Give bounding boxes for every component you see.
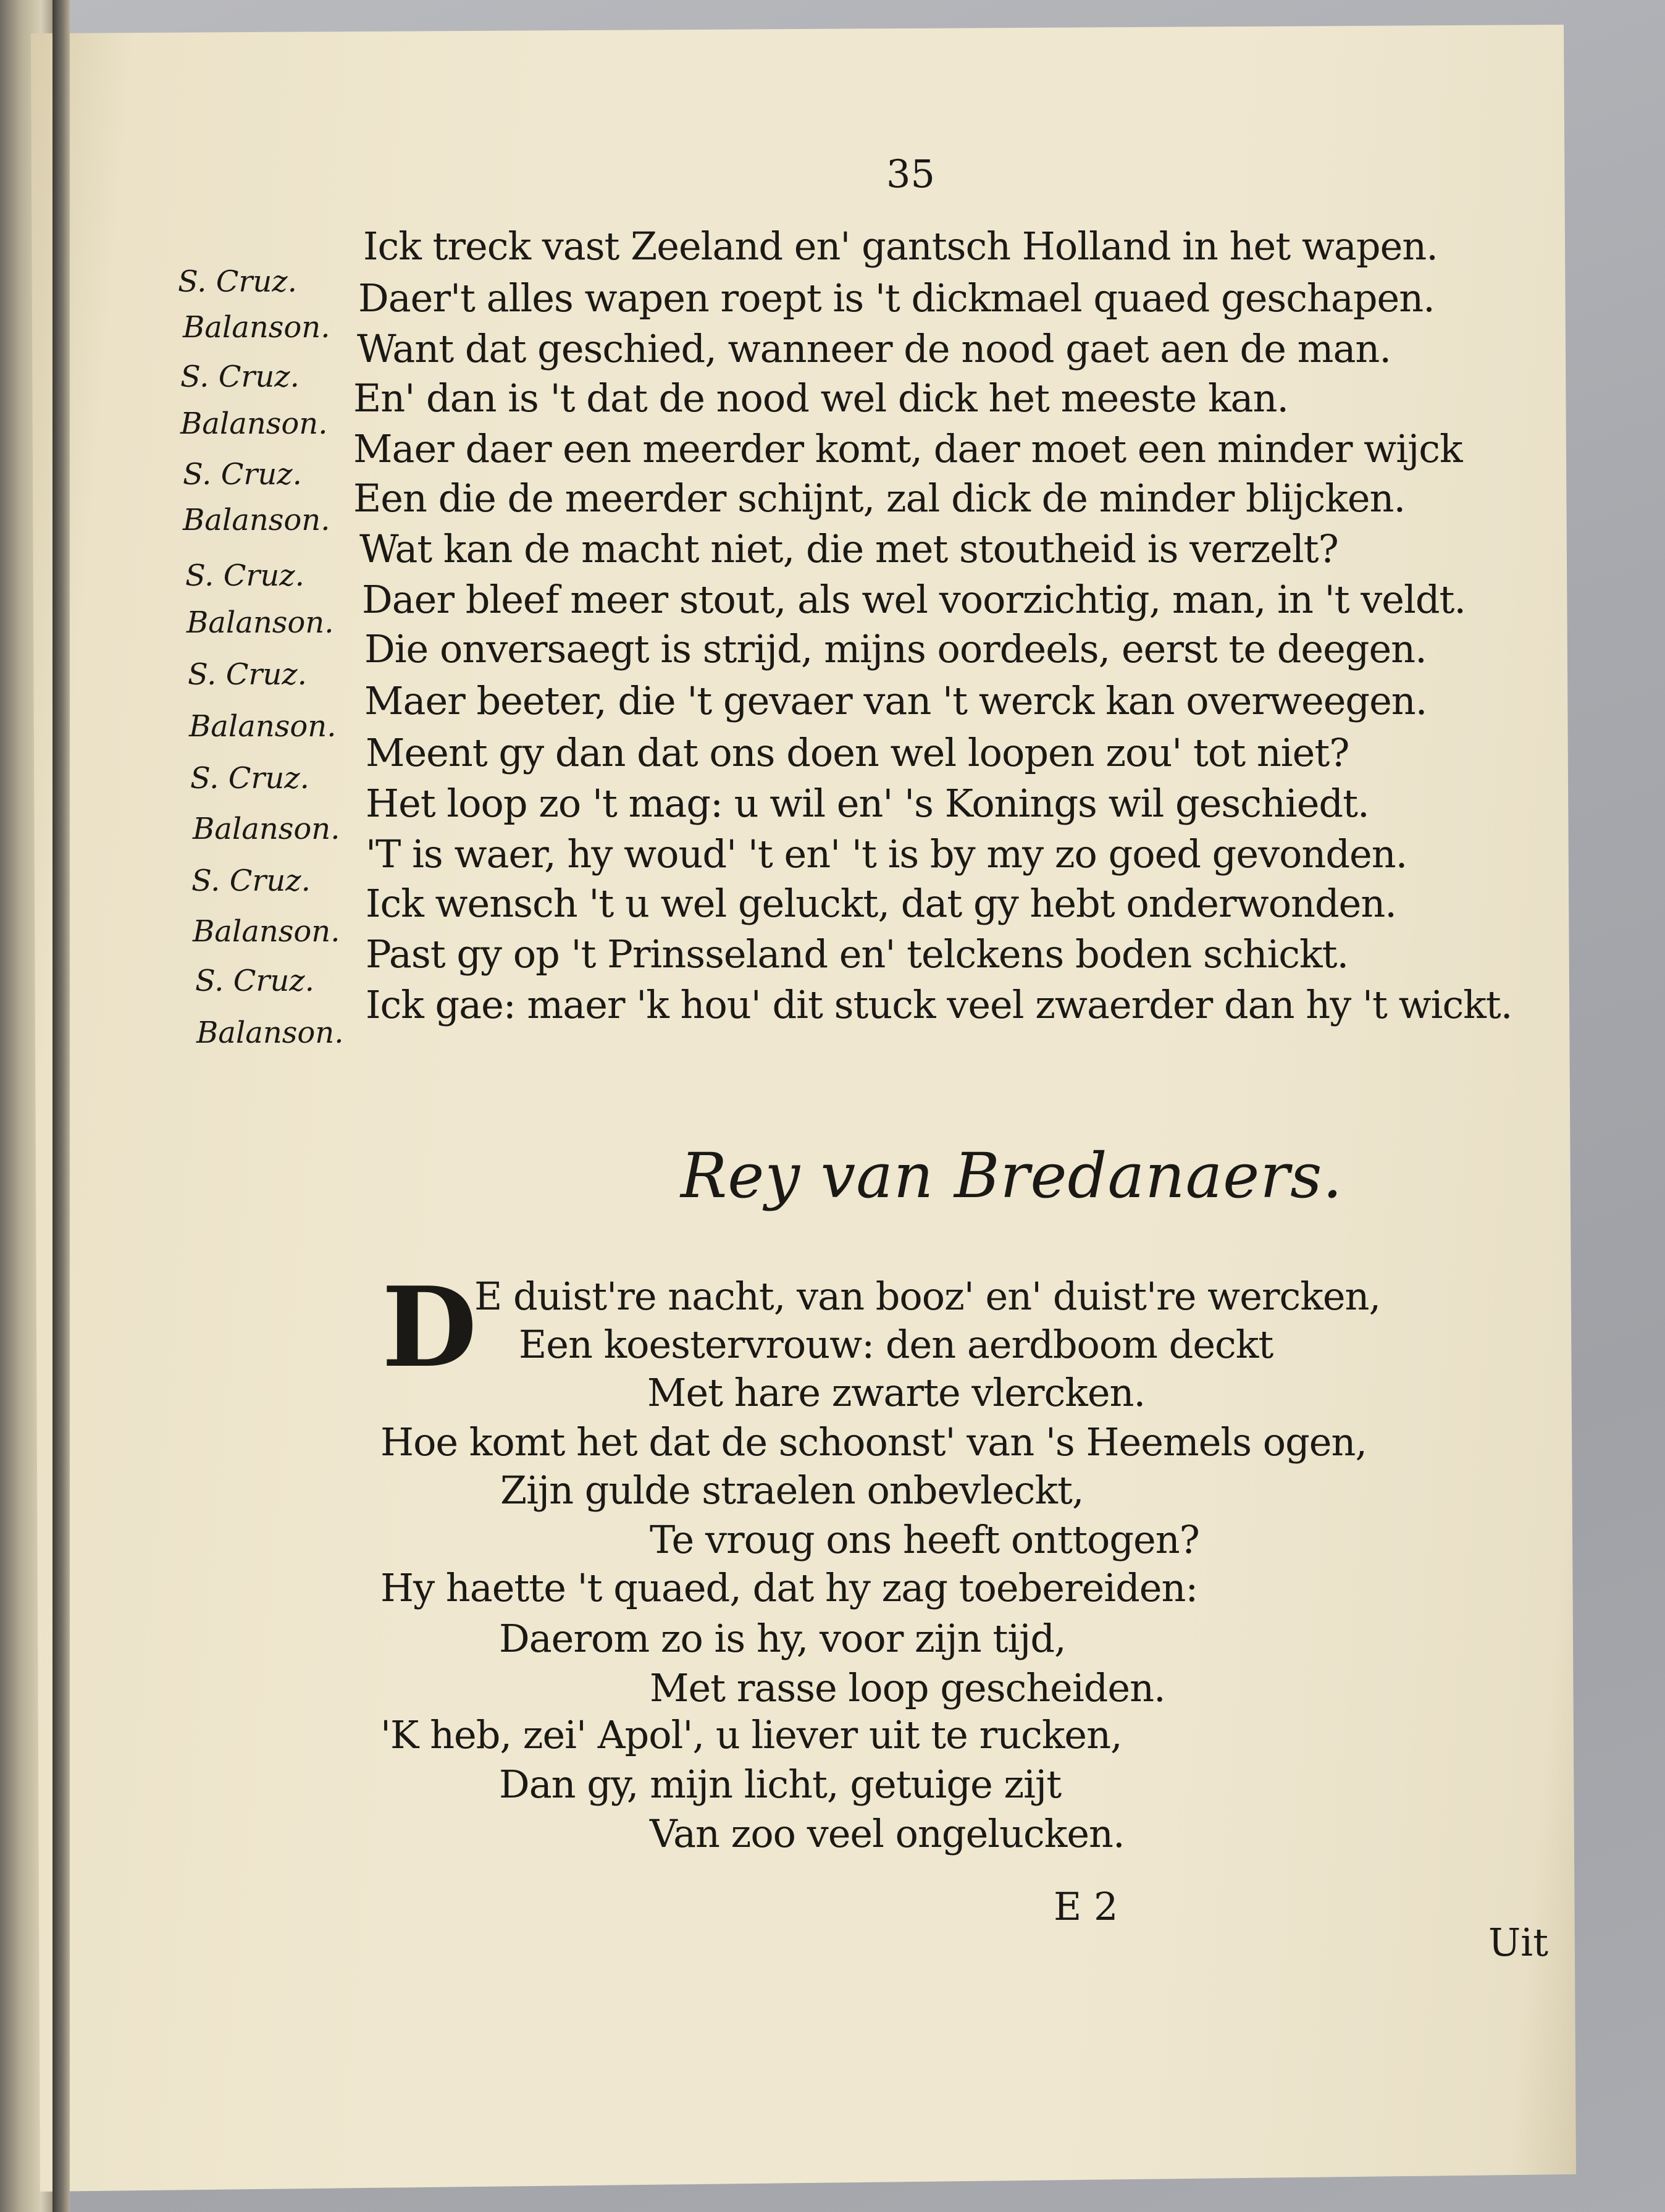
dialogue-line: En' dan is 't dat de nood wel dick het meeste kan. [353, 376, 1289, 421]
chorus-heading: Rey van Bredanaers. [681, 1140, 1343, 1212]
dialogue-line: Ick gae: maer 'k hou' dit stuck veel zwaerder dan hy 't wickt. [366, 982, 1512, 1027]
dialogue-line: Maer beeter, die 't gevaer van 't werck kan overweegen. [364, 678, 1427, 723]
poem-line: Met rasse loop gescheiden. [650, 1665, 1165, 1710]
dialogue-line: Ick treck vast Zeeland en' gantsch Holland in het wapen. [363, 224, 1438, 269]
speaker-label: Balanson. [196, 1016, 344, 1050]
poem-line: Te vroug ons heeft onttogen? [650, 1517, 1199, 1562]
speaker-label: S. Cruz. [191, 864, 311, 898]
speaker-label: S. Cruz. [195, 964, 314, 998]
speaker-label: Balanson. [183, 310, 330, 345]
speaker-label: Balanson. [189, 709, 337, 744]
poem-line: Daerom zo is hy, voor zijn tijd, [499, 1616, 1066, 1661]
speaker-label: Balanson. [187, 605, 334, 640]
dialogue-line: Die onversaegt is strijd, mijns oordeels, eerst te deegen. [364, 626, 1427, 671]
speaker-label: Balanson. [180, 406, 328, 441]
speaker-label: S. Cruz. [190, 761, 309, 796]
drop-cap: D [382, 1263, 477, 1392]
dialogue-line: Meent gy dan dat ons doen wel loopen zou' tot niet? [366, 730, 1349, 775]
poem-line: Hy haette 't quaed, dat hy zag toebereiden: [380, 1565, 1198, 1610]
speaker-label: S. Cruz. [183, 457, 302, 492]
catchword: Uit [1488, 1920, 1548, 1965]
dialogue-line: Past gy op 't Prinsseland en' telckens boden schickt. [366, 931, 1349, 977]
dialogue-line: Want dat geschied, wanneer de nood gaet aen de man. [357, 326, 1391, 371]
dialogue-line: Ick wensch 't u wel geluckt, dat gy hebt onderwonden. [366, 881, 1396, 926]
poem-line: Met hare zwarte vlercken. [647, 1370, 1146, 1415]
speaker-label: S. Cruz. [188, 657, 307, 692]
poem-line: Zijn gulde straelen onbevleckt, [500, 1468, 1084, 1513]
dialogue-line: Daer't alles wapen roept is 't dickmael quaed geschapen. [358, 275, 1435, 321]
speaker-label: S. Cruz. [178, 264, 297, 299]
dialogue-line: Maer daer een meerder komt, daer moet een minder wijck [353, 426, 1462, 471]
poem-line: Van zoo veel ongelucken. [650, 1811, 1125, 1856]
speaker-label: Balanson. [193, 812, 340, 846]
dialogue-line: Het loop zo 't mag: u wil en' 's Konings wil geschiedt. [366, 781, 1369, 826]
speaker-label: S. Cruz. [185, 558, 304, 593]
speaker-label: S. Cruz. [180, 360, 300, 394]
signature-mark: E 2 [1054, 1884, 1118, 1929]
dialogue-line: Wat kan de macht niet, die met stoutheid is verzelt? [359, 526, 1338, 571]
poem-line: 'K heb, zei' Apol', u liever uit te rucken, [380, 1712, 1122, 1757]
dialogue-line: Een die de meerder schijnt, zal dick de minder blijcken. [353, 476, 1406, 521]
poem-line: Dan gy, mijn licht, getuige zijt [499, 1762, 1062, 1807]
dialogue-line: Daer bleef meer stout, als wel voorzichtig, man, in 't veldt. [362, 577, 1466, 622]
poem-line: Hoe komt het dat de schoonst' van 's Heemels ogen, [380, 1419, 1367, 1465]
dialogue-line: 'T is waer, hy woud' 't en' 't is by my zo goed gevonden. [366, 831, 1407, 877]
speaker-label: Balanson. [183, 503, 330, 537]
poem-line: Een koestervrouw: den aerdboom deckt [519, 1322, 1273, 1367]
poem-line: E duist're nacht, van booz' en' duist're wercken, [474, 1274, 1381, 1319]
folio-number: 35 [886, 151, 935, 196]
speaker-label: Balanson. [193, 914, 340, 949]
